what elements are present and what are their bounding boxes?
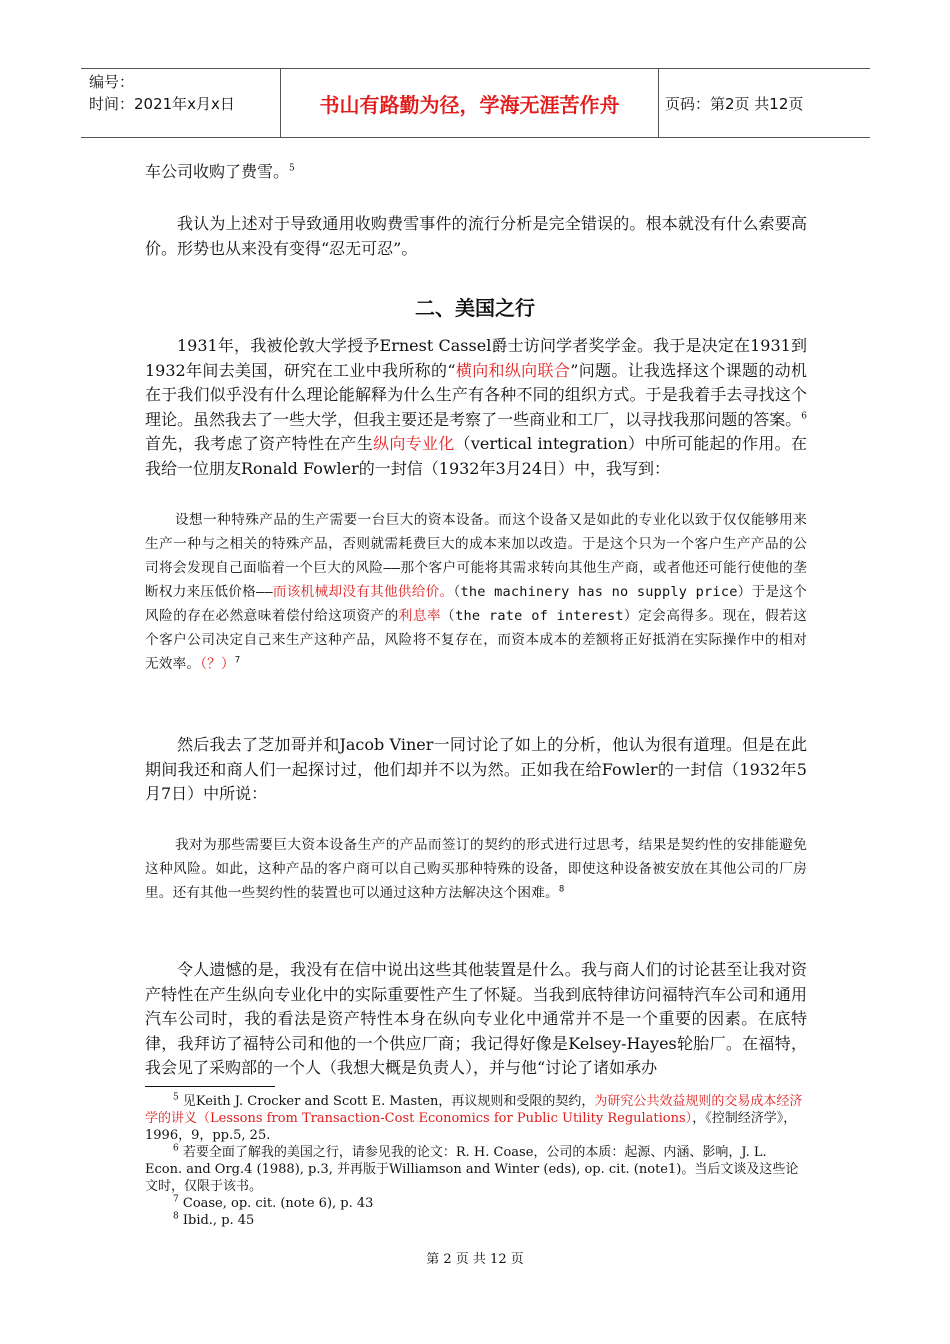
header-number-label: 编号： xyxy=(89,73,135,91)
highlighted-term: 利息率 xyxy=(398,608,442,624)
footnote-number: 7 xyxy=(173,1194,179,1205)
paragraph-text: 然后我去了芝加哥并和Jacob Viner一同讨论了如上的分析，他认为很有道理。但是在此期间我还和商人们一起探讨过，他们却并不以为然。正如我在给Fowler的一封信（1932年5月7日）中所说： xyxy=(145,735,807,803)
header-meta xyxy=(81,69,281,137)
paragraph-text: 令人遗憾的是，我没有在信中说出这些其他装置是什么。我与商人们的讨论甚至让我对资产特性在产生纵向专业化中的实际重要性产生了怀疑。当我到底特律访问福特汽车公司和通用汽车公司时，我的看法是资产特性本身在纵向专业化中通常并不是一个重要的因素。在底特律，我拜访了福特公司和他的一个供应厂商；我记得好像是Kelsey-Hayes轮胎厂。在福特，我会见了采购部的一个人（我想大概是负责人），并与他“讨论了诸如承办 xyxy=(145,960,807,1077)
header-motto: 书山有路勤为径，学海无涯苦作舟 xyxy=(281,69,659,137)
footnote-ref: 5 xyxy=(289,163,295,174)
quote-text: 我对为那些需要巨大资本设备生产的产品而签订的契约的形式进行过思考，结果是契约性的安排能避免这种风险。如此，这种产品的客户商可以自己购买那种特殊的设备，即使这种设备被安放在其他公司的厂房里。还有其他一些契约性的装置也可以通过这种方法解决这个困难。 xyxy=(145,837,807,901)
paragraph-text: 车公司收购了费雪。 xyxy=(145,162,290,181)
footnotes xyxy=(145,1093,807,1229)
paragraph-continuation xyxy=(145,160,807,185)
footnote-text: Ibid., p. 45 xyxy=(178,1213,255,1228)
header-page-label: 页码：第2页 共12页 xyxy=(665,94,804,113)
header-date-label: 时间：2021年x月x日 xyxy=(89,95,235,113)
paragraph-conclusion xyxy=(145,212,807,261)
footnote-text: Coase, op. cit. (note 6), p. 43 xyxy=(178,1196,374,1211)
footnote-6 xyxy=(145,1144,807,1195)
footnote-text: 见Keith J. Crocker and Scott E. Masten，再议规则和受限的契约， xyxy=(178,1094,595,1109)
footnote-5 xyxy=(145,1093,807,1144)
paragraph-text: ”问题。让我选择这个课题的动机在于我们似乎没有什么理论能解释为什么生产有各种不同的组织方式。于是我着手去寻找这个理论。虽然我去了一些大学，但我主要还是考察了一些商业和工厂，以寻找我那问题的答案。 xyxy=(145,360,807,429)
section-heading: 二、美国之行 xyxy=(415,296,535,320)
footnote-number: 6 xyxy=(173,1143,179,1154)
footnote-ref: 6 xyxy=(801,411,807,422)
paragraph-chicago xyxy=(145,733,807,807)
paragraph-america-trip xyxy=(145,334,807,481)
footnote-text: 若要全面了解我的美国之行，请参见我的论文：R. H. Coase，公司的本质：起源、内涵、影响，J. L. Econ. and Org.4 (1988), p.3, 并再版于Williamson and Winter (eds), op. cit. (note1)。当后文谈及这些论文时，仅限于该书。 xyxy=(145,1145,799,1194)
quote-text: （the machinery has no supply price）于是这个风险的存在必然意味着偿付给这项资产的 xyxy=(145,584,807,624)
paragraph-text: 首先，我考虑了资产特性在产生 xyxy=(145,434,374,453)
footnote-divider xyxy=(145,1086,275,1087)
highlighted-term: （？） xyxy=(200,656,235,672)
footnote-number: 8 xyxy=(173,1211,179,1222)
quote-text: （the rate of interest）定会高得多。现在，假若这个客户公司决定自己来生产这种产品，风险将不复存在，而资本成本的差额将正好抵消在实际操作中的相对无效率。 xyxy=(145,608,807,672)
block-quote-letter-1 xyxy=(145,508,807,676)
footnote-ref: 7 xyxy=(234,655,241,666)
paragraph-text: 我认为上述对于导致通用收购费雪事件的流行分析是完全错误的。根本就没有什么索要高价。形势也从来没有变得“忍无可忍”。 xyxy=(145,214,807,258)
highlighted-term: 横向和纵向联合 xyxy=(455,360,571,380)
paragraph-text: 1931年，我被伦敦大学授予Ernest Cassel爵士访问学者奖学金。我于是决定在1931到1932年间去美国，研究在工业中我所称的“ xyxy=(145,336,807,380)
footnote-number: 5 xyxy=(173,1092,179,1103)
highlighted-term: 纵向专业化 xyxy=(373,434,455,453)
footnote-7 xyxy=(145,1195,807,1212)
footnote-highlight: 为研究公共效益规则的交易成本经济学的讲义（Lessons from Transaction-Cost Economics for Public Utility Regulations） xyxy=(145,1094,803,1126)
paragraph-detroit xyxy=(145,958,807,1081)
page-footer: 第 2 页 共 12 页 xyxy=(426,1252,524,1267)
footnote-8 xyxy=(145,1212,807,1229)
highlighted-term: 而该机械却没有其他供给价。 xyxy=(272,584,454,600)
quote-text: 设想一种特殊产品的生产需要一台巨大的资本设备。而这个设备又是如此的专业化以致于仅仅能够用来生产一种与之相关的特殊产品，否则就需耗费巨大的成本来加以改造。于是这个只为一个客户生产产品的公司将会发现自己面临着一个巨大的风险——那个客户可能将其需求转向其他生产商，或者他还可能行使他的垄断权力来压低价格—— xyxy=(145,512,807,600)
footnote-ref: 8 xyxy=(558,884,565,895)
paragraph-text: （vertical integration）中所可能起的作用。在我给一位朋友Ronald Fowler的一封信（1932年3月24日）中，我写到： xyxy=(145,434,807,478)
page-header xyxy=(81,68,870,138)
footnote-text: ，《控制经济学》，1996，9，pp.5, 25. xyxy=(145,1111,797,1143)
block-quote-letter-2 xyxy=(145,833,807,905)
